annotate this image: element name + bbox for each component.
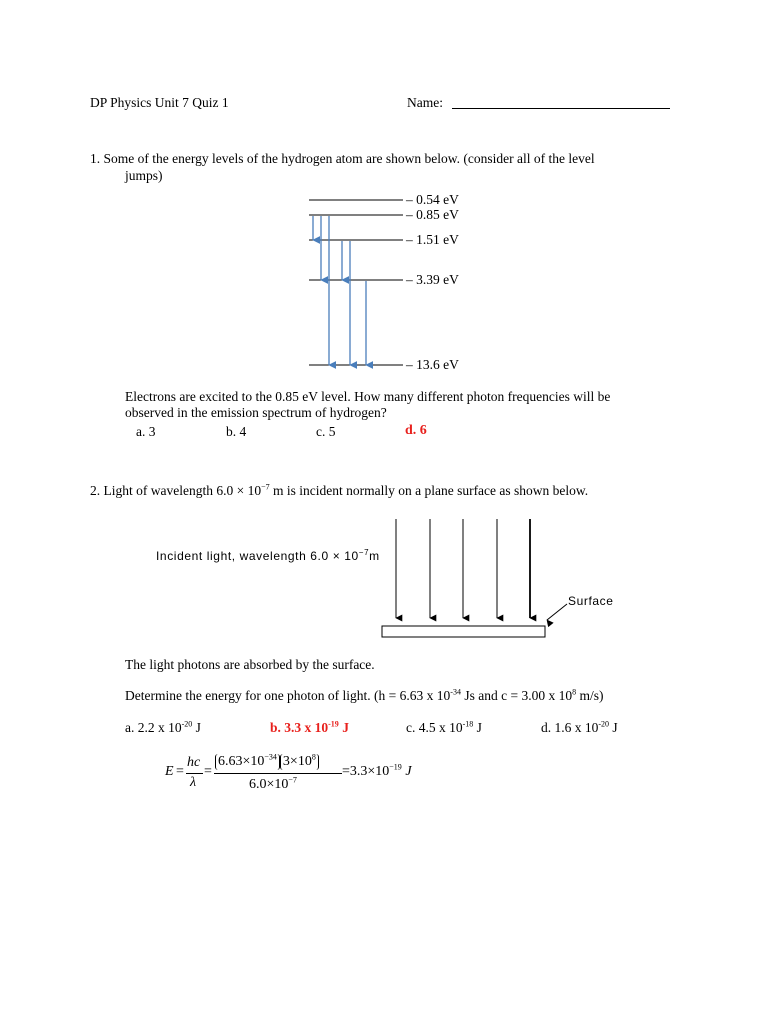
formula-lambda: λ	[190, 775, 197, 790]
formula-equals: =	[176, 764, 184, 779]
level-label: – 13.6 eV	[406, 357, 459, 372]
q1-prompt-line1: 1. Some of the energy levels of the hydrogen atom are shown below. (consider all of the level	[90, 151, 595, 166]
level-label: – 3.39 eV	[406, 272, 459, 287]
quiz-title: DP Physics Unit 7 Quiz 1	[90, 95, 229, 110]
formula-result: $=3.3\times 10^{-19}$ J	[342, 762, 412, 779]
q1-prompt-line2: jumps)	[125, 168, 163, 183]
level-label: – 0.54 eV	[406, 192, 459, 207]
q2-option-a[interactable]: a. 2.2 x $10^{-20}$ J	[125, 719, 201, 735]
q1-option-c[interactable]: c. 5	[316, 424, 336, 439]
formula-fraction-bar	[186, 773, 203, 774]
surface-plate	[382, 626, 545, 637]
q1-option-b[interactable]: b. 4	[226, 424, 247, 439]
q1-option-d-answer[interactable]: d. 6	[405, 423, 427, 438]
level-label: – 1.51 eV	[406, 232, 459, 247]
q1-option-a[interactable]: a. 3	[136, 424, 156, 439]
q2-option-c[interactable]: c. 4.5 x $10^{-18}$ J	[406, 719, 482, 735]
formula-equals: =	[204, 764, 212, 779]
q2-option-d[interactable]: d. 1.6 x $10^{-20}$ J	[541, 719, 618, 735]
q1-question-line2: observed in the emission spectrum of hydrogen?	[125, 405, 387, 420]
q1-question-line1: Electrons are excited to the 0.85 eV level. How many different photon frequencies will be	[125, 389, 611, 404]
level-label: – 0.85 eV	[406, 207, 459, 222]
q2-option-b-answer[interactable]: b. 3.3 x $10^{-19}$ J	[270, 719, 349, 735]
formula-hc: hc	[187, 755, 201, 770]
q2-prompt: 2. Light of wavelength $6.0 \times 10^{-7}$ m is incident normally on a plane surface as shown below.	[90, 482, 589, 498]
formula-numerator: $6.63\times 10^{-34}$ $3\times 10^8$	[215, 754, 319, 770]
formula-lhs: E	[165, 764, 174, 779]
formula-fraction-bar	[214, 773, 342, 774]
formula-denominator: $6.0\times 10^{-7}$	[249, 775, 297, 792]
surface-label: Surface	[568, 594, 614, 608]
q2-absorbed-text: The light photons are absorbed by the surface.	[125, 657, 375, 672]
surface-pointer-arrow	[547, 604, 567, 620]
incident-light-label: Incident light, wavelength $6.0 \times 10^{-7}m$	[156, 548, 380, 563]
q2-determine-text: Determine the energy for one photon of light. (h = 6.63 x $10^{-34}$ Js and c = 3.00 x $10^8$ m/s)	[125, 687, 604, 703]
name-label: Name:	[407, 95, 443, 110]
